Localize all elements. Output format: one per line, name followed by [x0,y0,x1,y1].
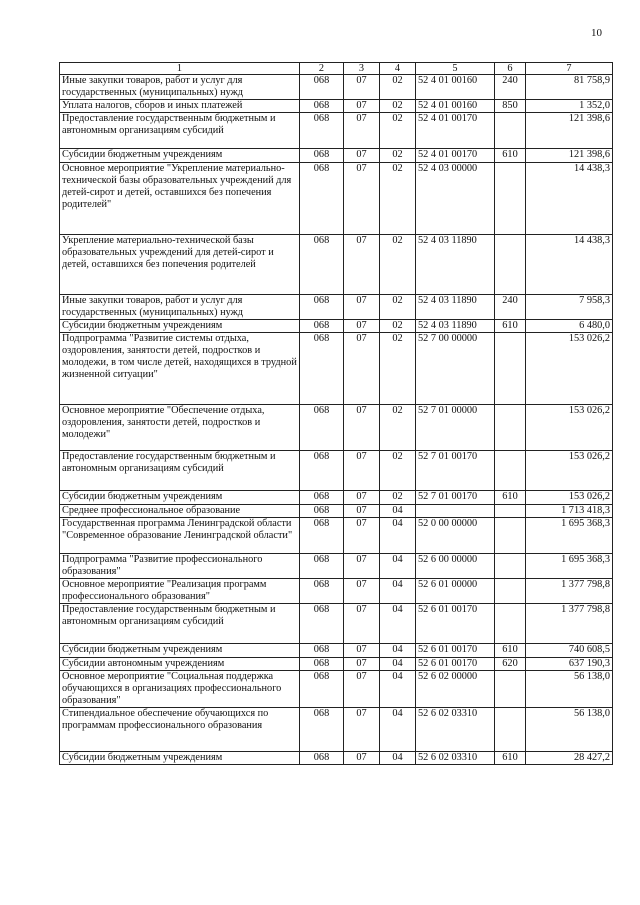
expense-type-code [495,163,526,235]
expense-type-code [495,518,526,554]
amount: 1 695 368,3 [526,554,613,579]
column-header: 4 [380,63,416,75]
amount: 6 480,0 [526,320,613,333]
amount: 1 352,0 [526,100,613,113]
item-name: Субсидии автономным учреждениям [60,658,300,671]
table-row [60,149,613,163]
amount: 1 377 798,8 [526,579,613,604]
section-code: 07 [344,491,380,505]
expense-type-code: 850 [495,100,526,113]
subsection-code: 04 [380,671,416,708]
item-name: Среднее профессиональное образование [60,505,300,518]
section-code: 07 [344,405,380,451]
amount: 637 190,3 [526,658,613,671]
ministry-code: 068 [300,149,344,163]
target-article-code: 52 6 01 00000 [416,579,495,604]
expense-type-code [495,113,526,149]
subsection-code: 04 [380,518,416,554]
column-header: 7 [526,63,613,75]
target-article-code: 52 4 01 00160 [416,75,495,100]
item-name: Подпрограмма "Развитие профессионального образования" [60,554,300,579]
amount: 1 713 418,3 [526,505,613,518]
table-row [60,451,613,491]
target-article-code: 52 6 01 00170 [416,658,495,671]
section-code: 07 [344,295,380,320]
subsection-code: 02 [380,320,416,333]
section-code: 07 [344,100,380,113]
section-code: 07 [344,320,380,333]
target-article-code: 52 0 00 00000 [416,518,495,554]
ministry-code: 068 [300,554,344,579]
target-article-code: 52 6 02 00000 [416,671,495,708]
subsection-code: 02 [380,100,416,113]
amount: 28 427,2 [526,752,613,765]
expense-type-code: 240 [495,75,526,100]
section-code: 07 [344,333,380,405]
column-header: 5 [416,63,495,75]
ministry-code: 068 [300,658,344,671]
amount: 1 377 798,8 [526,604,613,644]
subsection-code: 04 [380,752,416,765]
section-code: 07 [344,658,380,671]
item-name: Подпрограмма "Развитие системы отдыха, оздоровления, занятости детей, подростков и молодежи, в том числе детей, находящихся в трудной жизненной ситуации" [60,333,300,405]
table-row [60,708,613,752]
subsection-code: 04 [380,708,416,752]
section-code: 07 [344,163,380,235]
expense-type-code: 610 [495,149,526,163]
ministry-code: 068 [300,491,344,505]
target-article-code: 52 6 01 00170 [416,644,495,658]
amount: 153 026,2 [526,333,613,405]
expense-type-code [495,405,526,451]
expense-type-code: 610 [495,752,526,765]
subsection-code: 02 [380,451,416,491]
target-article-code: 52 4 03 11890 [416,295,495,320]
subsection-code: 02 [380,405,416,451]
amount: 121 398,6 [526,149,613,163]
item-name: Предоставление государственным бюджетным и автономным организациям субсидий [60,113,300,149]
table-row [60,320,613,333]
target-article-code: 52 6 02 03310 [416,752,495,765]
table-row [60,405,613,451]
item-name: Укрепление материально-технической базы образовательных учреждений для детей-сирот и детей, оставшихся без попечения родителей [60,235,300,295]
target-article-code: 52 6 01 00170 [416,604,495,644]
table-row [60,554,613,579]
amount: 153 026,2 [526,491,613,505]
amount: 56 138,0 [526,671,613,708]
expense-type-code [495,333,526,405]
section-code: 07 [344,75,380,100]
target-article-code: 52 4 03 00000 [416,163,495,235]
item-name: Основное мероприятие "Укрепление материально-технической базы образовательных учреждений для детей-сирот и детей, оставшихся без попечения родителей" [60,163,300,235]
item-name: Предоставление государственным бюджетным и автономным организациям субсидий [60,604,300,644]
column-header: 1 [60,63,300,75]
target-article-code: 52 7 00 00000 [416,333,495,405]
target-article-code: 52 4 03 11890 [416,235,495,295]
table-row [60,113,613,149]
item-name: Субсидии бюджетным учреждениям [60,491,300,505]
amount: 153 026,2 [526,451,613,491]
item-name: Субсидии бюджетным учреждениям [60,644,300,658]
header-row [60,63,613,75]
item-name: Основное мероприятие "Реализация программ профессионального образования" [60,579,300,604]
item-name: Субсидии бюджетным учреждениям [60,149,300,163]
section-code: 07 [344,149,380,163]
amount: 740 608,5 [526,644,613,658]
subsection-code: 04 [380,604,416,644]
section-code: 07 [344,505,380,518]
subsection-code: 02 [380,149,416,163]
section-code: 07 [344,113,380,149]
amount: 14 438,3 [526,235,613,295]
subsection-code: 04 [380,554,416,579]
section-code: 07 [344,235,380,295]
section-code: 07 [344,671,380,708]
table-row [60,163,613,235]
target-article-code: 52 4 01 00160 [416,100,495,113]
subsection-code: 04 [380,505,416,518]
subsection-code: 02 [380,491,416,505]
target-article-code: 52 7 01 00170 [416,491,495,505]
item-name: Предоставление государственным бюджетным и автономным организациям субсидий [60,451,300,491]
ministry-code: 068 [300,235,344,295]
amount: 153 026,2 [526,405,613,451]
table-row [60,644,613,658]
expense-type-code: 240 [495,295,526,320]
page-number: 10 [591,27,602,39]
amount: 1 695 368,3 [526,518,613,554]
table-row [60,491,613,505]
table-row [60,295,613,320]
amount: 121 398,6 [526,113,613,149]
ministry-code: 068 [300,113,344,149]
ministry-code: 068 [300,752,344,765]
section-code: 07 [344,604,380,644]
section-code: 07 [344,518,380,554]
item-name: Субсидии бюджетным учреждениям [60,752,300,765]
expense-type-code [495,708,526,752]
amount: 7 958,3 [526,295,613,320]
amount: 81 758,9 [526,75,613,100]
item-name: Основное мероприятие "Социальная поддержка обучающихся в организациях профессионального образования" [60,671,300,708]
table-row [60,75,613,100]
item-name: Уплата налогов, сборов и иных платежей [60,100,300,113]
column-header: 3 [344,63,380,75]
section-code: 07 [344,752,380,765]
item-name: Иные закупки товаров, работ и услуг для государственных (муниципальных) нужд [60,295,300,320]
table-row [60,100,613,113]
table-row [60,505,613,518]
subsection-code: 02 [380,295,416,320]
section-code: 07 [344,451,380,491]
table-row [60,235,613,295]
expense-type-code: 610 [495,320,526,333]
subsection-code: 04 [380,644,416,658]
expense-type-code: 620 [495,658,526,671]
subsection-code: 04 [380,579,416,604]
subsection-code: 02 [380,235,416,295]
table-row [60,579,613,604]
column-header: 2 [300,63,344,75]
column-header: 6 [495,63,526,75]
target-article-code: 52 6 02 03310 [416,708,495,752]
item-name: Государственная программа Ленинградской области "Современное образование Ленинградской области" [60,518,300,554]
ministry-code: 068 [300,100,344,113]
ministry-code: 068 [300,75,344,100]
section-code: 07 [344,644,380,658]
target-article-code: 52 4 01 00170 [416,113,495,149]
expense-type-code [495,579,526,604]
section-code: 07 [344,708,380,752]
table-row [60,658,613,671]
amount: 56 138,0 [526,708,613,752]
item-name: Иные закупки товаров, работ и услуг для государственных (муниципальных) нужд [60,75,300,100]
amount: 14 438,3 [526,163,613,235]
ministry-code: 068 [300,708,344,752]
expense-type-code: 610 [495,644,526,658]
subsection-code: 02 [380,75,416,100]
ministry-code: 068 [300,451,344,491]
target-article-code: 52 4 01 00170 [416,149,495,163]
expense-type-code [495,604,526,644]
expense-type-code [495,671,526,708]
ministry-code: 068 [300,579,344,604]
ministry-code: 068 [300,671,344,708]
expense-type-code [495,235,526,295]
subsection-code: 02 [380,163,416,235]
target-article-code: 52 7 01 00000 [416,405,495,451]
expense-type-code [495,505,526,518]
item-name: Стипендиальное обеспечение обучающихся по программам профессионального образования [60,708,300,752]
target-article-code: 52 7 01 00170 [416,451,495,491]
target-article-code: 52 4 03 11890 [416,320,495,333]
ministry-code: 068 [300,518,344,554]
item-name: Субсидии бюджетным учреждениям [60,320,300,333]
target-article-code [416,505,495,518]
budget-table [59,62,613,765]
ministry-code: 068 [300,405,344,451]
table-row [60,752,613,765]
section-code: 07 [344,579,380,604]
table-row [60,671,613,708]
table-row [60,518,613,554]
expense-type-code [495,554,526,579]
subsection-code: 04 [380,658,416,671]
ministry-code: 068 [300,295,344,320]
table-row [60,333,613,405]
subsection-code: 02 [380,113,416,149]
ministry-code: 068 [300,320,344,333]
target-article-code: 52 6 00 00000 [416,554,495,579]
expense-type-code: 610 [495,491,526,505]
subsection-code: 02 [380,333,416,405]
ministry-code: 068 [300,163,344,235]
ministry-code: 068 [300,644,344,658]
table-row [60,604,613,644]
expense-type-code [495,451,526,491]
ministry-code: 068 [300,604,344,644]
ministry-code: 068 [300,333,344,405]
section-code: 07 [344,554,380,579]
ministry-code: 068 [300,505,344,518]
item-name: Основное мероприятие "Обеспечение отдыха, оздоровления, занятости детей, подростков и молодежи" [60,405,300,451]
